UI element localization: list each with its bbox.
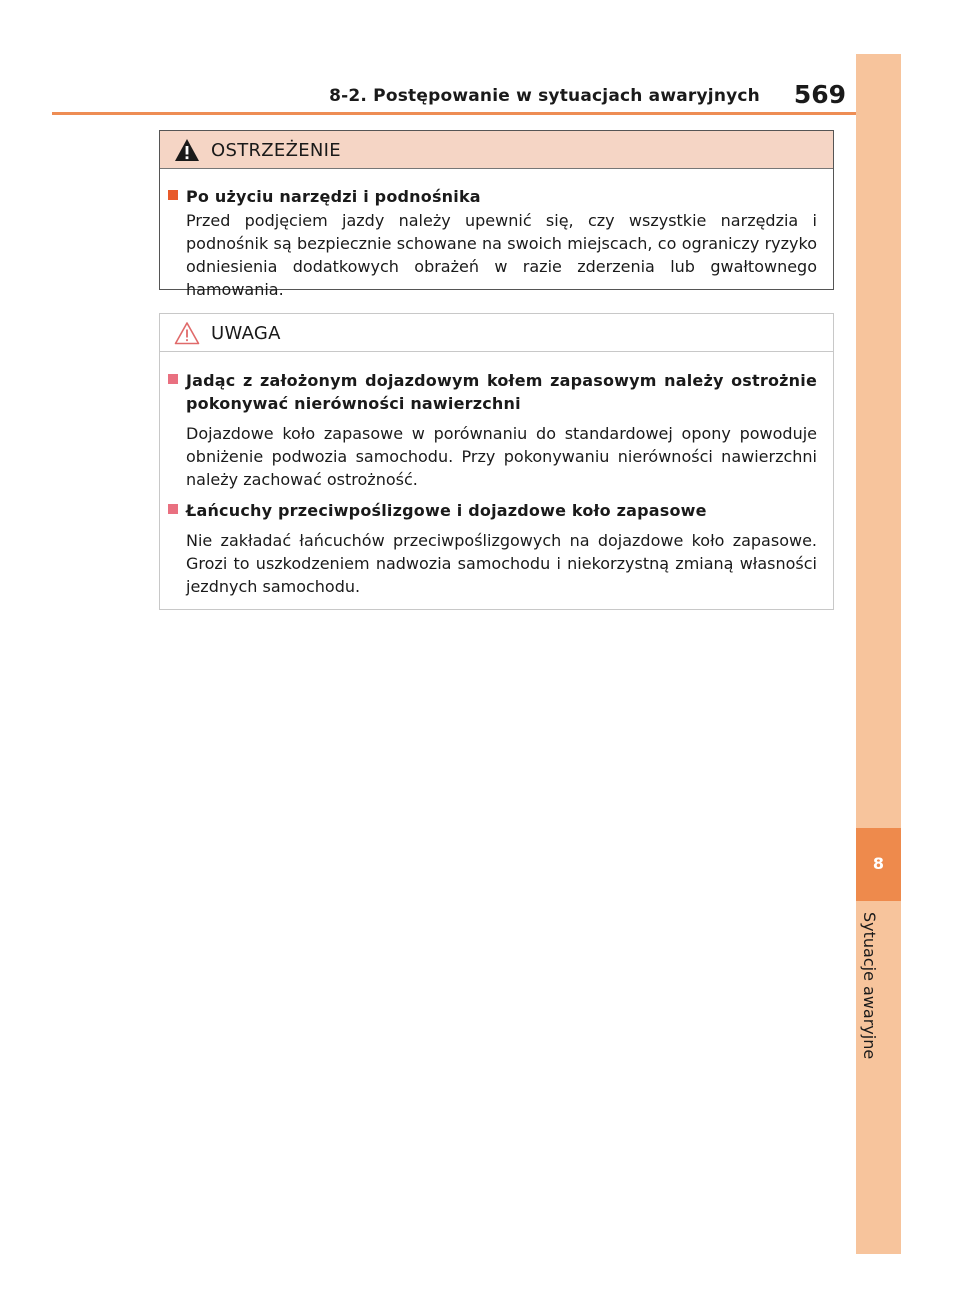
warning-panel — [159, 130, 834, 299]
notice-item-title: Łańcuchy przeciwpoślizgowe i dojazdowe koło zapasowe — [186, 501, 707, 520]
notice-items — [160, 352, 833, 598]
warning-panel-title: OSTRZEŻENIE — [211, 140, 341, 161]
chapter-side-tab — [856, 54, 901, 1254]
section-title: 8-2. Postępowanie w sytuacjach awaryjnych — [329, 86, 760, 106]
notice-item — [160, 499, 833, 598]
warning-panel-header — [160, 131, 833, 169]
notice-item-text: Dojazdowe koło zapasowe w porównaniu do standardowej opony powoduje obniżenie podwozia samochodu. Przy pokonywaniu nierówności nawierzchni należy zachować ostrożność. — [186, 424, 817, 489]
notice-item — [160, 369, 833, 491]
warning-triangle-icon — [174, 138, 200, 162]
square-bullet-icon — [168, 504, 178, 514]
square-bullet-icon — [168, 190, 178, 200]
chapter-name: Sytuacje awaryjne — [860, 912, 879, 1060]
caution-triangle-outline-icon — [174, 321, 200, 345]
header-rule — [52, 112, 901, 115]
page-header — [0, 0, 960, 116]
notice-panel — [159, 313, 834, 610]
notice-item-text: Nie zakładać łańcuchów przeciwpoślizgowych na dojazdowe koło zapasowe. Grozi to uszkodzeniem nadwozia samochodu i niekorzystną zmianą własności jezdnych samochodu. — [186, 531, 817, 596]
warning-item — [160, 185, 833, 301]
chapter-number-box — [856, 828, 901, 901]
notice-item-title: Jadąc z założonym dojazdowym kołem zapasowym należy ostrożnie pokonywać nierówności nawierzchni — [186, 371, 817, 413]
square-bullet-icon — [168, 374, 178, 384]
page-number: 569 — [793, 80, 846, 109]
chapter-number: 8 — [872, 854, 885, 873]
warning-item-text: Przed podjęciem jazdy należy upewnić się, czy wszystkie narzędzia i podnośnik są bezpiecznie schowane na swoich miejscach, co ograniczy ryzyko odniesienia dodatkowych obrażeń w razie zderzenia lub gwałtownego hamowania. — [186, 211, 817, 299]
notice-panel-header — [160, 314, 833, 352]
warning-items — [160, 169, 833, 301]
notice-panel-title: UWAGA — [211, 323, 281, 344]
warning-item-title: Po użyciu narzędzi i podnośnika — [186, 187, 481, 206]
